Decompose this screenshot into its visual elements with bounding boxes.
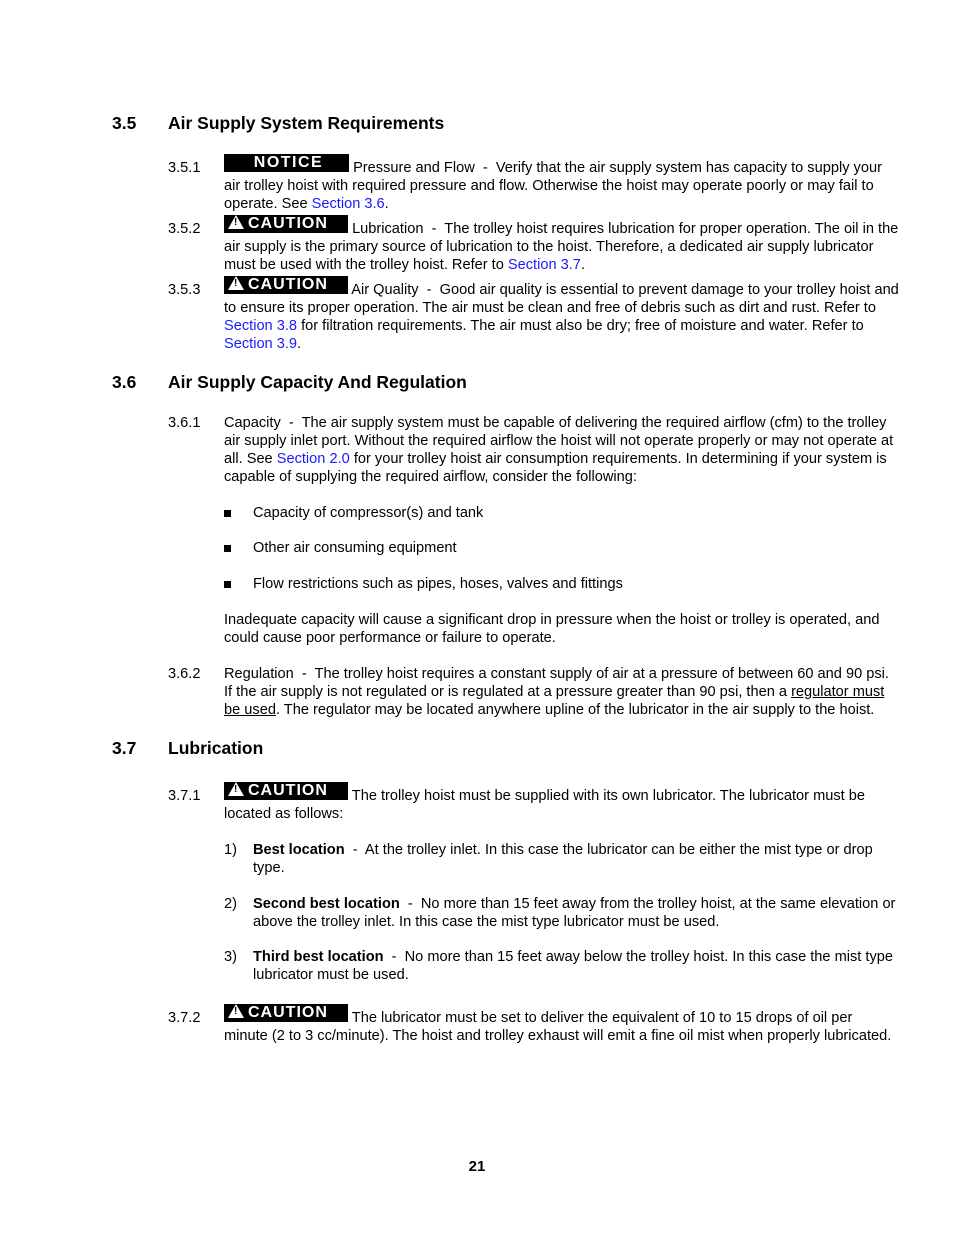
- caution-badge: ! CAUTION: [224, 276, 348, 294]
- paragraph-3-6-1: Capacity - The air supply system must be capable of delivering the required airflow (cfm) to the trolley air supply inlet port. Without the required airflow the hoist will not operate properly or may not operate at all. See Section 2.0 for your trolley hoist air consumption requirements. In determining if your system is capable of supplying the required airflow, consider the following:: [224, 415, 894, 485]
- item-number: 3.5.3: [168, 282, 201, 298]
- paragraph-3-5-1: NOTICE Pressure and Flow - Verify that the air supply system has capacity to supply your air trolley hoist with required pressure and flow. Otherwise the hoist may operate poorly or may fail to operate. See Section 3.6.: [224, 154, 882, 212]
- warning-triangle-icon: [228, 215, 244, 229]
- section-link[interactable]: Section 3.6: [311, 196, 385, 212]
- page-number: 21: [468, 1158, 486, 1175]
- section-link[interactable]: Section 3.8: [224, 318, 298, 334]
- section-link[interactable]: Section 3.9: [224, 336, 298, 352]
- paragraph-3-6-2: Regulation - The trolley hoist requires a constant supply of air at a pressure of between 60 and 90 psi. If the air supply is not regulated or is regulated at a pressure greater than 90 psi, then a regulator must be used. The regulator may be located anywhere upline of the lubricator in the air supply to the hoist.: [224, 666, 889, 718]
- warning-triangle-icon: [228, 1004, 244, 1018]
- paragraph-3-7-1: ! CAUTION The trolley hoist must be supplied with its own lubricator. The lubricator must be located as follows:: [224, 787, 899, 823]
- bullet-square-icon: [224, 545, 231, 552]
- paragraph-3-5-3: ! CAUTION Air Quality - Good air quality is essential to prevent damage to your trolley hoist and to ensure its proper operation. The air must be clean and free of debris such as dirt and rust. Refer to Section 3.8 for filtration requirements. The air must also be dry; free of moisture and water. Refer to Section 3.9.: [224, 281, 899, 353]
- warning-triangle-icon: [228, 782, 244, 796]
- section-heading-3-6: 3.6 Air Supply Capacity And Regulation: [112, 372, 467, 392]
- warning-triangle-icon: [228, 276, 244, 290]
- list-item: 1) Best location - At the trolley inlet. In this case the lubricator can be either the mist type or drop type.: [224, 842, 873, 876]
- bullet-square-icon: [224, 510, 231, 517]
- notice-badge: NOTICE: [224, 154, 349, 172]
- caution-badge: ! CAUTION: [224, 782, 348, 800]
- bullet-square-icon: [224, 581, 231, 588]
- item-number: 3.5.1: [168, 160, 201, 176]
- item-number: 3.5.2: [168, 221, 201, 237]
- paragraph-3-7-2: ! CAUTION The lubricator must be set to deliver the equivalent of 10 to 15 drops of oil per minute (2 to 3 cc/minute). The hoist and trolley exhaust will emit a fine oil mist when properly lubricated.: [224, 1009, 899, 1045]
- section-heading-3-5: 3.5 Air Supply System Requirements: [112, 113, 445, 133]
- paragraph-3-5-2: ! CAUTION Lubrication - The trolley hoist requires lubrication for proper operation. The oil in the air supply is the primary source of lubrication to the hoist. Therefore, a dedicated air supply lubricator must be used with the trolley hoist. Refer to Section 3.7.: [224, 220, 899, 274]
- paragraph-inadequate-capacity: Inadequate capacity will cause a significant drop in pressure when the hoist or trolley is operated, and could cause poor performance or failure to operate.: [224, 612, 880, 646]
- section-heading-3-7: 3.7 Lubrication: [112, 738, 264, 758]
- item-number: 3.6.2: [168, 666, 201, 682]
- caution-badge: ! CAUTION: [224, 1004, 348, 1022]
- item-number: 3.6.1: [168, 415, 201, 431]
- list-item: 3) Third best location - No more than 15 feet away below the trolley hoist. In this case the mist type lubricator must be used.: [224, 949, 893, 983]
- section-link[interactable]: Section 2.0: [276, 451, 350, 467]
- item-number: 3.7.2: [168, 1010, 201, 1026]
- caution-badge: ! CAUTION: [224, 215, 348, 233]
- section-link[interactable]: Section 3.7: [507, 257, 581, 273]
- item-number: 3.7.1: [168, 788, 201, 804]
- list-item: 2) Second best location - No more than 15 feet away from the trolley hoist, at the same elevation or above the trolley inlet. In this case the mist type lubricator must be used.: [224, 896, 896, 930]
